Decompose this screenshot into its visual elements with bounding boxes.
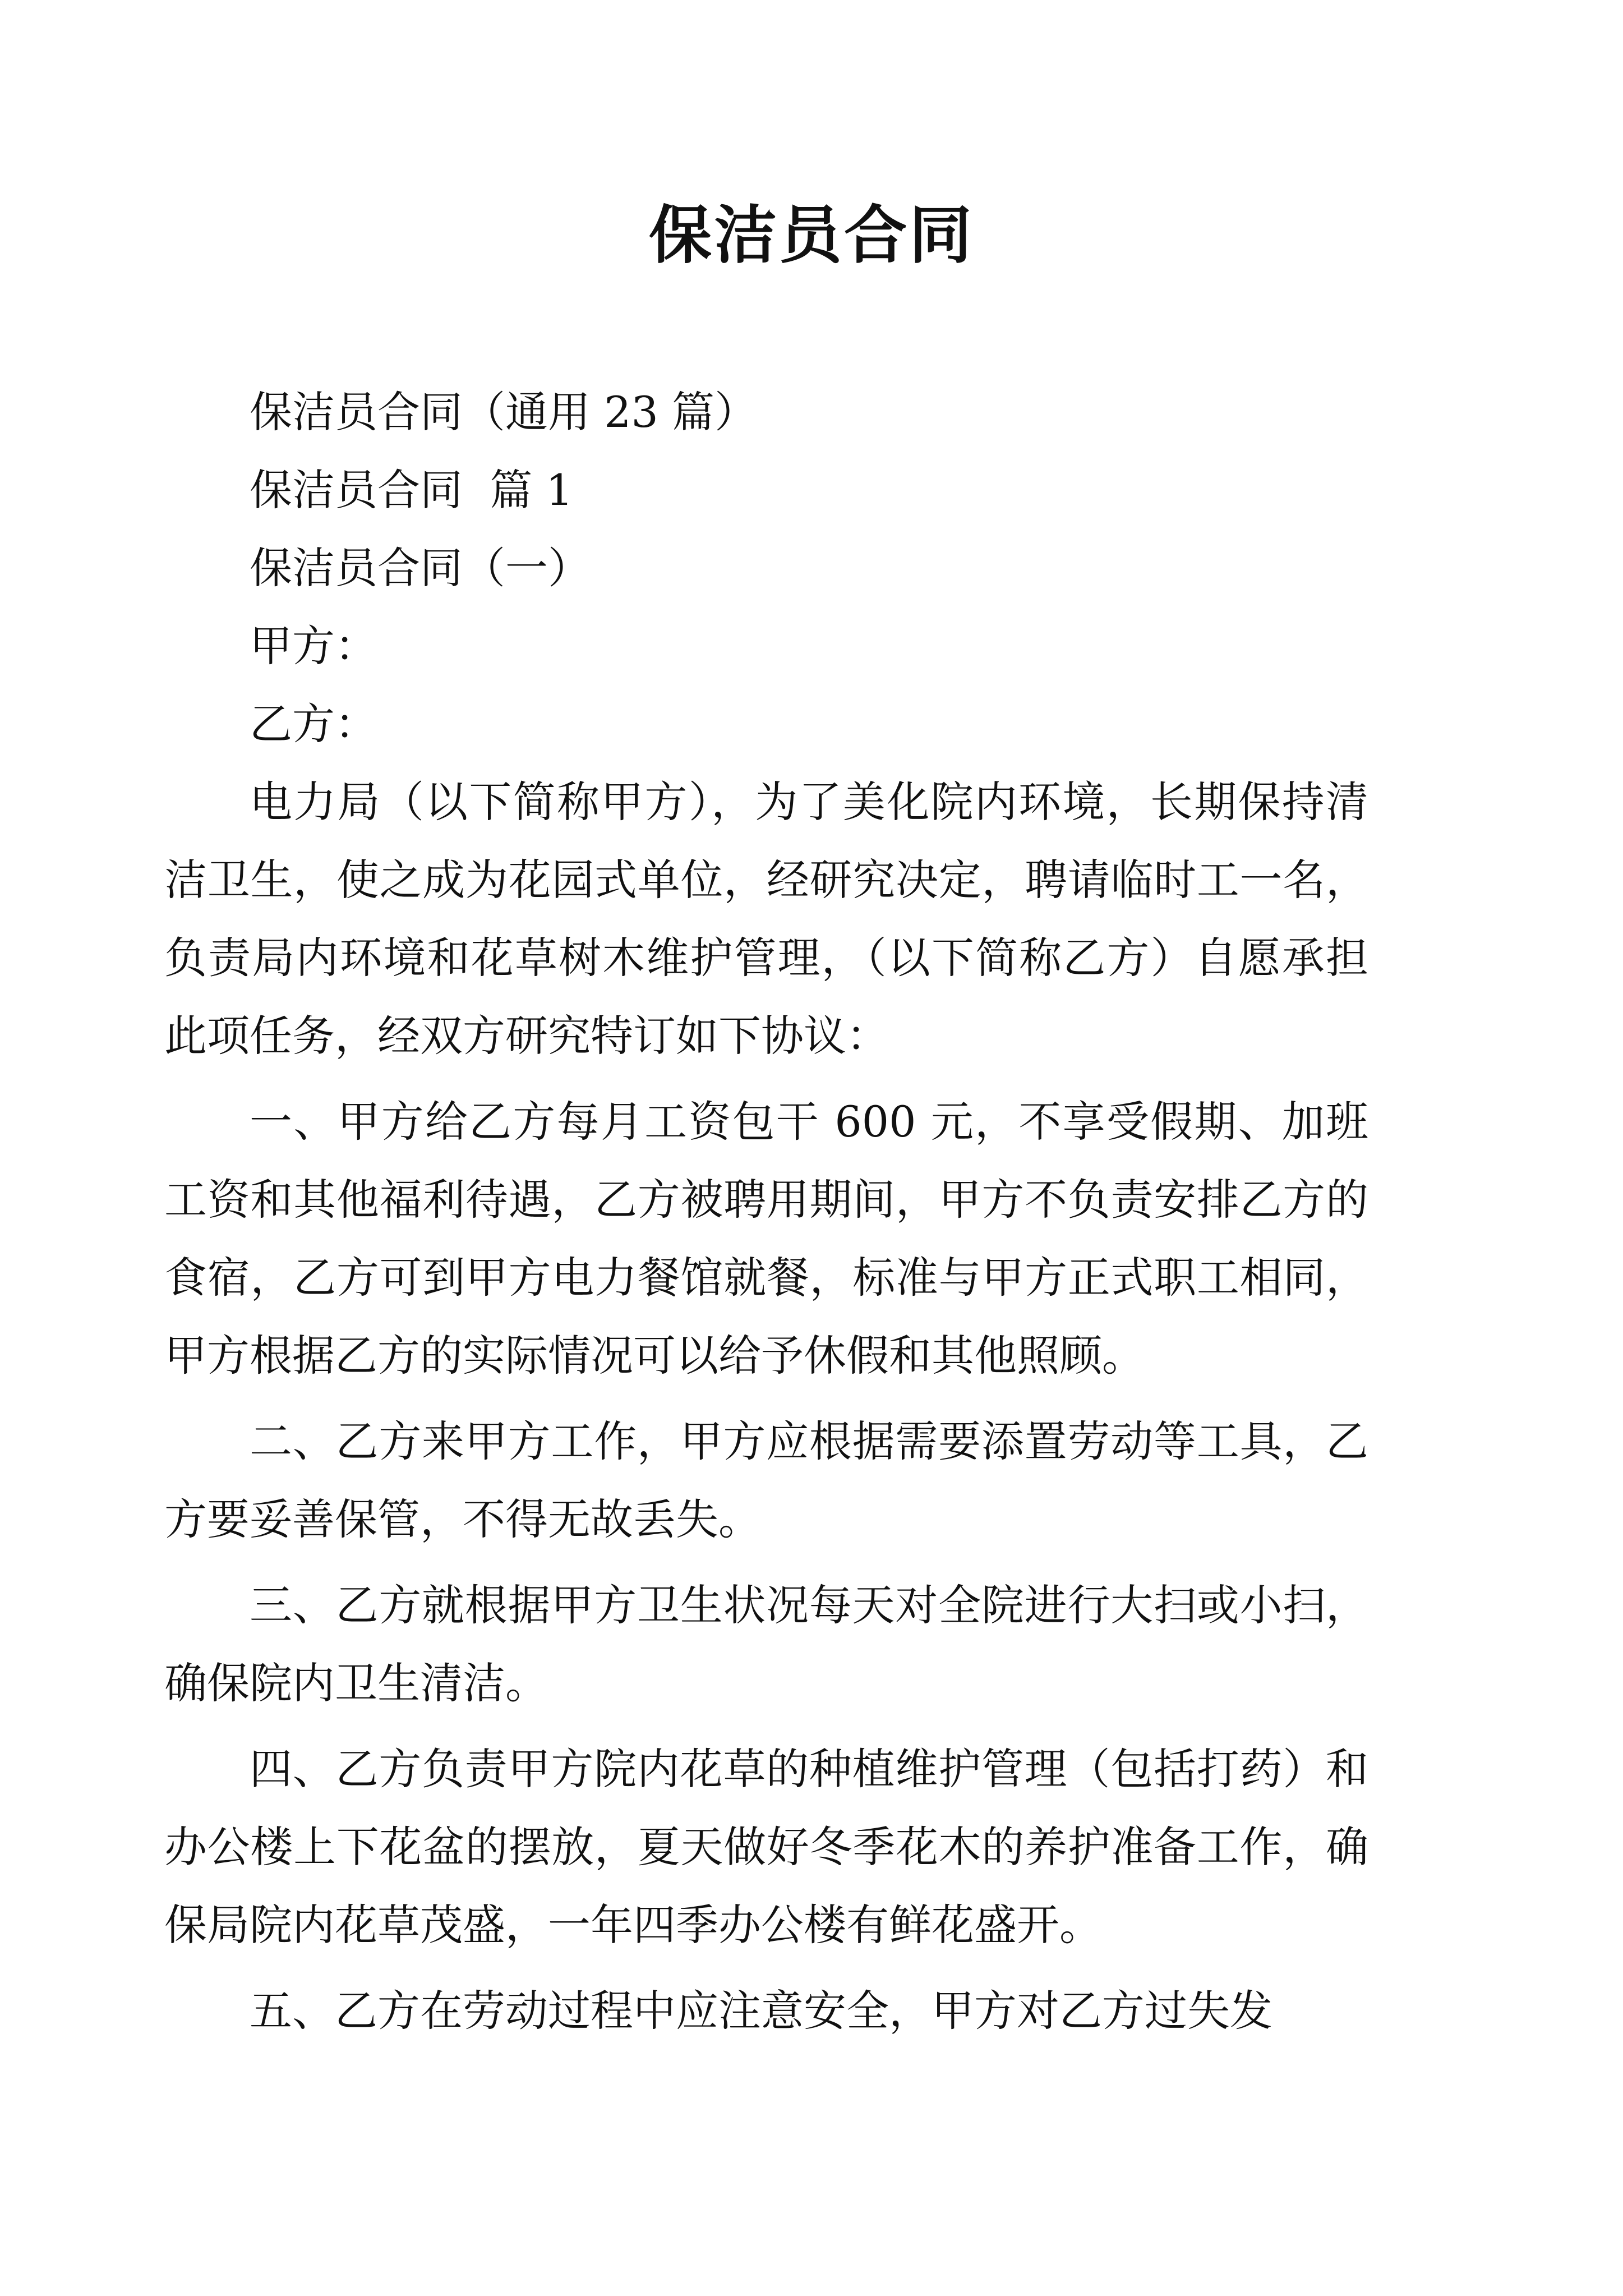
party-b-label: 乙方： [250, 699, 377, 749]
heading-line-collection: 保洁员合同（通用 23 篇） [250, 387, 758, 437]
document-body [250, 373, 1371, 763]
clause-2-paragraph: 二、乙方来甲方工作，甲方应根据需要添置劳动等工具，乙方要妥善保管，不得无故丢失。 [164, 1416, 1368, 1544]
document-title: 保洁员合同 [649, 199, 974, 272]
party-a-label: 甲方： [250, 621, 377, 671]
clause-1-paragraph: 一、甲方给乙方每月工资包干 600 元，不享受假期、加班工资和其他福利待遇，乙方被聘用期间，甲方不负责安排乙方的食宿，乙方可到甲方电力餐馆就餐，标准与甲方正式职工相同，甲方根据乙方的实际情况可以给予休假和其他照顾。 [164, 1097, 1368, 1381]
clause-3-paragraph: 三、乙方就根据甲方卫生状况每天对全院进行大扫或小扫，确保院内卫生清洁。 [164, 1580, 1368, 1708]
clause-5-paragraph: 五、乙方在劳动过程中应注意安全，甲方对乙方过失发 [250, 1986, 1272, 2036]
heading-line-section: 保洁员合同 篇 1 [250, 465, 573, 515]
heading-line-subtitle: 保洁员合同（一） [250, 543, 591, 593]
contract-clauses [164, 763, 1368, 2050]
clause-4-paragraph: 四、乙方负责甲方院内花草的种植维护管理（包括打药）和办公楼上下花盆的摆放，夏天做好冬季花木的养护准备工作，确保局院内花草茂盛，一年四季办公楼有鲜花盛开。 [164, 1744, 1368, 1950]
preamble-paragraph: 电力局（以下简称甲方），为了美化院内环境，长期保持清洁卫生，使之成为花园式单位，经研究决定，聘请临时工一名，负责局内环境和花草树木维护管理，（以下简称乙方）自愿承担此项任务，经双方研究特订如下协议： [164, 777, 1368, 1061]
